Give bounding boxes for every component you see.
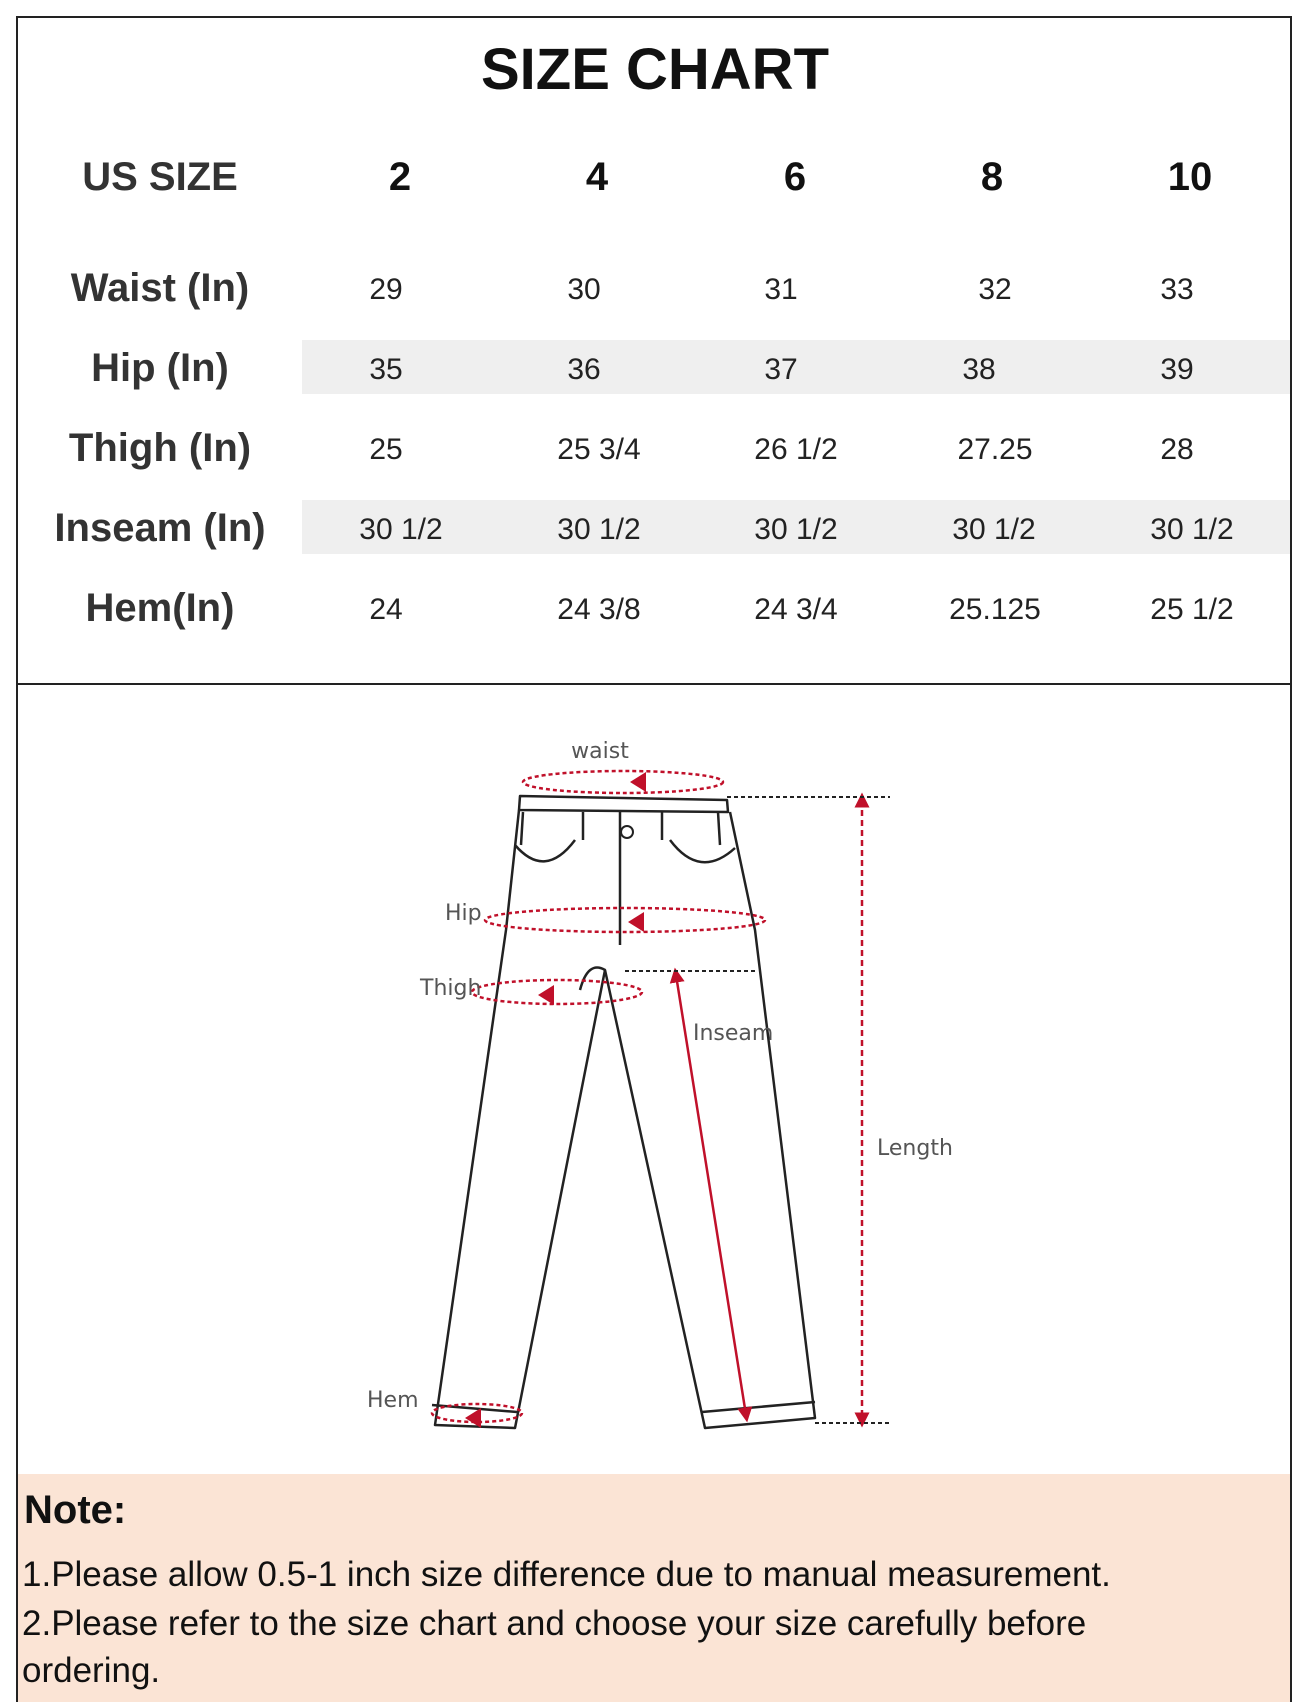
- diagram-label-hip: Hip: [445, 901, 482, 926]
- table-cell: 38: [962, 353, 996, 386]
- pants-waistband: [519, 796, 728, 812]
- diagram-label-waist: waist: [571, 739, 629, 764]
- size-header-8: 8: [980, 155, 1004, 199]
- row-label-inseam: Inseam (In): [54, 506, 266, 550]
- table-cell: 32: [978, 273, 1012, 306]
- diagram-label-inseam: Inseam: [693, 1021, 774, 1046]
- size-header-10: 10: [1167, 155, 1213, 199]
- row-label-waist: Waist (In): [70, 266, 250, 310]
- table-cell: 39: [1160, 353, 1194, 386]
- waist-measure-line: [523, 771, 723, 793]
- table-cell: 30: [567, 273, 601, 306]
- pants-outline: [435, 810, 815, 1428]
- waist-arrow-icon: [630, 772, 646, 792]
- note-line-2: 2.Please refer to the size chart and choose your size carefully before: [22, 1604, 1087, 1643]
- row-label-thigh: Thigh (In): [68, 426, 252, 470]
- table-cell: 37: [764, 353, 798, 386]
- thigh-arrow-icon: [538, 985, 554, 1005]
- page-title: SIZE CHART: [481, 37, 829, 102]
- note-line-3: ordering.: [22, 1651, 161, 1690]
- pants-measurement-diagram: [340, 720, 980, 1440]
- table-cell: 31: [764, 273, 798, 306]
- note-title: Note:: [24, 1488, 127, 1532]
- diagram-label-length: Length: [877, 1136, 953, 1161]
- size-header-4: 4: [585, 155, 609, 199]
- table-cell: 35: [369, 353, 403, 386]
- table-cell: 36: [567, 353, 601, 386]
- pants-pocket-left: [515, 840, 575, 861]
- table-cell: 24 3/4: [754, 593, 838, 626]
- table-cell: 30 1/2: [754, 513, 838, 546]
- size-header-6: 6: [783, 155, 807, 199]
- table-cell: 24: [369, 593, 403, 626]
- pants-hem-right-fold: [702, 1402, 815, 1412]
- table-cell: 30 1/2: [952, 513, 1036, 546]
- diagram-label-hem: Hem: [367, 1388, 419, 1413]
- table-cell: 25.125: [949, 593, 1041, 626]
- table-cell: 26 1/2: [754, 433, 838, 466]
- table-cell: 28: [1160, 433, 1194, 466]
- table-cell: 29: [369, 273, 403, 306]
- note-line-1: 1.Please allow 0.5-1 inch size difference due to manual measurement.: [22, 1555, 1111, 1594]
- size-header-2: 2: [388, 155, 412, 199]
- table-cell: 30 1/2: [557, 513, 641, 546]
- table-cell: 25 3/4: [557, 433, 641, 466]
- hip-arrow-icon: [628, 912, 644, 932]
- table-cell: 27.25: [957, 433, 1033, 466]
- table-cell: 30 1/2: [1150, 513, 1234, 546]
- row-label-hem: Hem(In): [85, 586, 235, 630]
- table-cell: 33: [1160, 273, 1194, 306]
- section-divider: [16, 683, 1292, 685]
- pants-button: [621, 826, 633, 838]
- table-cell: 25 1/2: [1150, 593, 1234, 626]
- row-label-hip: Hip (In): [91, 346, 229, 390]
- table-cell: 24 3/8: [557, 593, 641, 626]
- table-cell: 30 1/2: [359, 513, 443, 546]
- table-cell: 25: [369, 433, 403, 466]
- us-size-header-label: US SIZE: [82, 155, 238, 199]
- diagram-label-thigh: Thigh: [420, 976, 482, 1001]
- pants-pocket-right: [670, 840, 735, 862]
- hip-measure-line: [485, 908, 765, 932]
